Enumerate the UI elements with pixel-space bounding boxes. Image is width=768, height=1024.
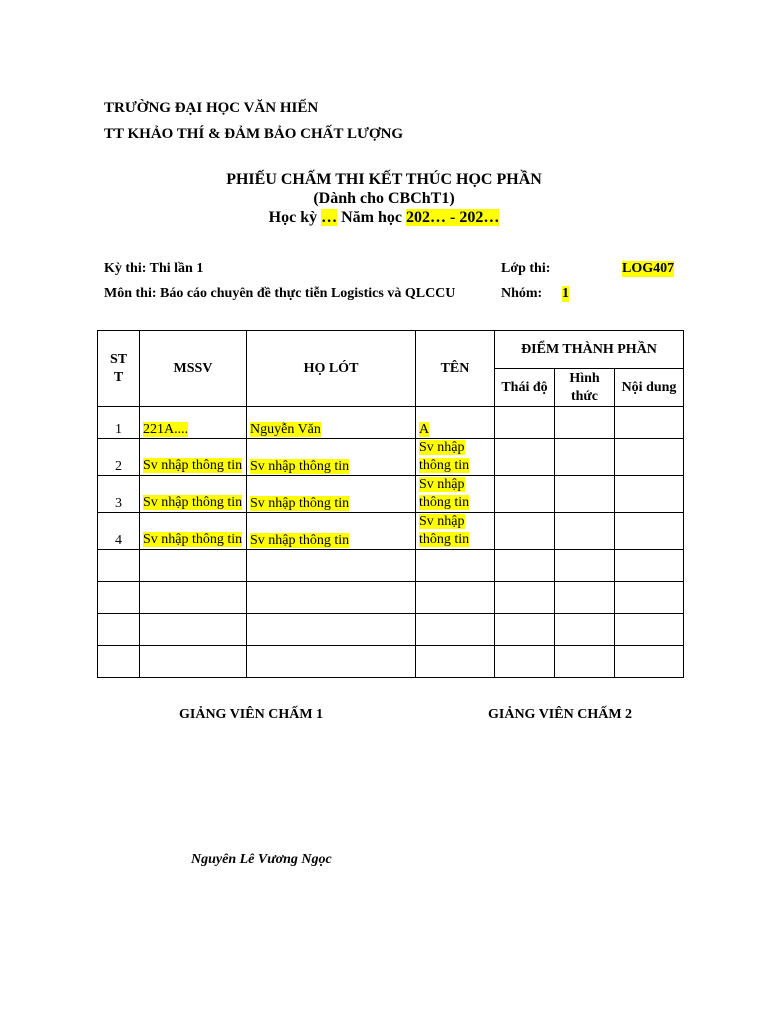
table-row [98,513,684,550]
org-department: TT KHẢO THÍ & ĐẢM BẢO CHẤT LƯỢNG [104,126,404,142]
cell-mssv[interactable] [140,513,247,550]
table-row-empty [98,550,684,582]
cell-hinh-thuc[interactable] [555,439,615,476]
cell-mssv[interactable] [140,476,247,513]
cell-ten[interactable] [416,476,495,513]
cell-hinh-thuc[interactable] [555,407,615,439]
header-thai-do: Thái độ [495,369,555,407]
cell-hinh-thuc[interactable] [555,582,615,614]
cell-thai-do[interactable] [495,646,555,678]
cell-ho-lot-text: Sv nhập thông tin [250,459,350,474]
form-title: PHIẾU CHẤM THI KẾT THÚC HỌC PHẦN [226,171,542,188]
cell-ho-lot[interactable] [247,646,416,678]
cell-ho-lot[interactable] [247,550,416,582]
cell-noi-dung[interactable] [615,407,684,439]
cell-mssv-text: Sv nhập thông tin [143,495,243,510]
grader-2-label: GIẢNG VIÊN CHẤM 2 [488,707,633,722]
cell-noi-dung[interactable] [615,439,684,476]
class-value[interactable]: LOG407 [622,261,675,276]
cell-thai-do[interactable] [495,513,555,550]
cell-noi-dung[interactable] [615,582,684,614]
cell-thai-do[interactable] [495,476,555,513]
cell-ten[interactable] [416,646,495,678]
cell-noi-dung[interactable] [615,513,684,550]
cell-ten[interactable] [416,513,495,550]
cell-stt: 3 [98,476,140,513]
cell-mssv[interactable] [140,582,247,614]
grading-table [97,330,684,678]
table-row [98,407,684,439]
cell-mssv-text: Sv nhập thông tin [143,458,243,473]
cell-ten[interactable] [416,407,495,439]
class-label: Lớp thi: [501,261,551,276]
header-diem-thanh-phan: ĐIỂM THÀNH PHẦN [495,331,684,369]
subject-label: Môn thi: Báo cáo chuyên đề thực tiễn Logistics và QLCCU [104,286,456,301]
cell-hinh-thuc[interactable] [555,476,615,513]
cell-ten[interactable] [416,439,495,476]
grader-1-label: GIẢNG VIÊN CHẤM 1 [179,707,324,722]
cell-ho-lot[interactable] [247,439,416,476]
cell-ten[interactable] [416,550,495,582]
table-row [98,439,684,476]
cell-noi-dung[interactable] [615,646,684,678]
cell-thai-do[interactable] [495,614,555,646]
cell-ho-lot[interactable] [247,513,416,550]
cell-thai-do[interactable] [495,550,555,582]
cell-ho-lot-text: Nguyễn Văn [250,422,321,437]
cell-stt: 4 [98,513,140,550]
cell-ho-lot[interactable] [247,476,416,513]
cell-ten-text: Sv nhập thông tin [419,514,470,547]
cell-stt[interactable] [98,614,140,646]
cell-thai-do[interactable] [495,582,555,614]
grader-1-name: Nguyên Lê Vương Ngọc [191,852,332,867]
cell-ho-lot[interactable] [247,614,416,646]
header-ho-lot: HỌ LÓT [247,331,416,407]
cell-stt: 1 [98,407,140,439]
cell-ten-text: Sv nhập thông tin [419,477,470,510]
header-hinh-thuc: Hình thức [555,369,615,407]
group-label: Nhóm: [501,286,543,301]
cell-stt: 2 [98,439,140,476]
cell-mssv[interactable] [140,439,247,476]
cell-ho-lot[interactable] [247,407,416,439]
cell-mssv-text: Sv nhập thông tin [143,532,243,547]
year-prefix: Năm học [337,209,406,226]
group-value[interactable]: 1 [562,286,569,301]
table-row-empty [98,614,684,646]
table-row [98,476,684,513]
header-mssv: MSSV [140,331,247,407]
cell-stt[interactable] [98,550,140,582]
cell-ten-text: Sv nhập thông tin [419,440,470,473]
cell-noi-dung[interactable] [615,476,684,513]
org-name: TRƯỜNG ĐẠI HỌC VĂN HIẾN [104,100,319,116]
cell-hinh-thuc[interactable] [555,614,615,646]
form-subtitle: (Dành cho CBChT1) [313,190,455,207]
cell-stt[interactable] [98,582,140,614]
cell-ho-lot-text: Sv nhập thông tin [250,533,350,548]
cell-stt[interactable] [98,646,140,678]
header-ten: TÊN [416,331,495,407]
table-row-empty [98,582,684,614]
cell-noi-dung[interactable] [615,614,684,646]
cell-ten-text: A [419,422,430,437]
header-stt: STT [98,331,140,407]
header-noi-dung: Nội dung [615,369,684,407]
cell-ho-lot-text: Sv nhập thông tin [250,496,350,511]
form-title-block [0,170,768,227]
cell-mssv[interactable] [140,614,247,646]
cell-ten[interactable] [416,582,495,614]
year-value[interactable]: 202… - 202… [406,209,500,226]
term-line [0,208,768,227]
cell-mssv[interactable] [140,646,247,678]
cell-hinh-thuc[interactable] [555,646,615,678]
cell-noi-dung[interactable] [615,550,684,582]
term-value[interactable]: … [321,209,338,226]
term-prefix: Học kỳ [268,209,322,226]
cell-hinh-thuc[interactable] [555,550,615,582]
cell-mssv[interactable] [140,550,247,582]
table-row-empty [98,646,684,678]
cell-ho-lot[interactable] [247,582,416,614]
cell-thai-do[interactable] [495,439,555,476]
cell-ten[interactable] [416,614,495,646]
cell-mssv[interactable] [140,407,247,439]
cell-hinh-thuc[interactable] [555,513,615,550]
cell-thai-do[interactable] [495,407,555,439]
cell-mssv-text: 221A.... [143,422,189,437]
exam-round-label: Kỳ thi: Thi lần 1 [104,261,204,276]
